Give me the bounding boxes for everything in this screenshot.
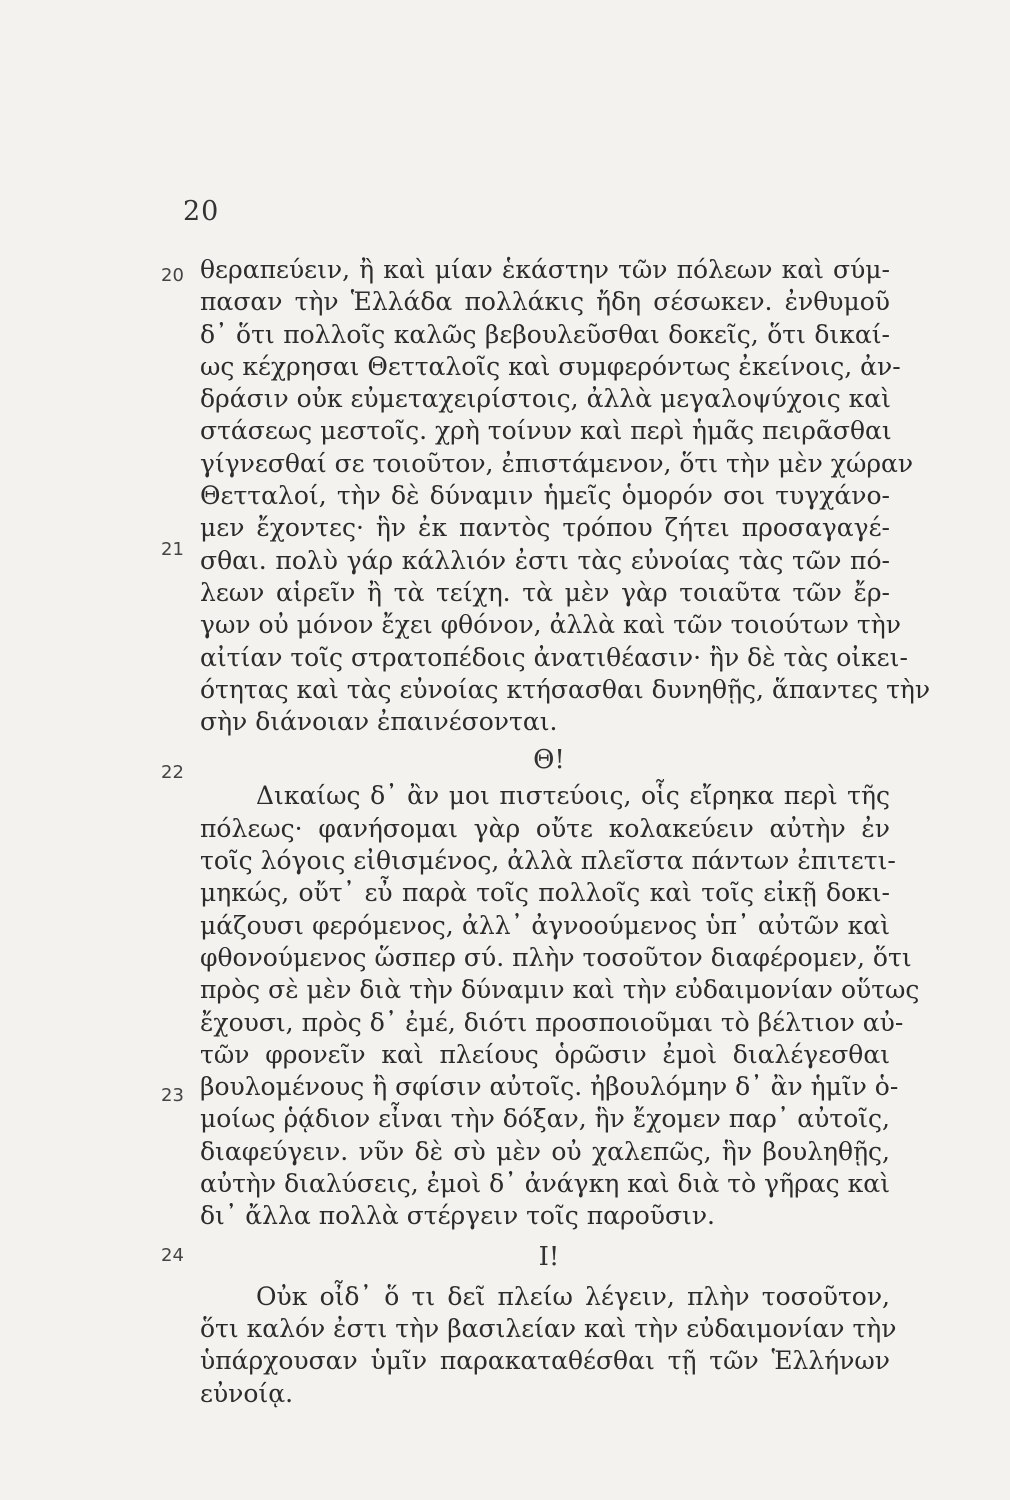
text-line: διαφεύγειν. νῦν δὲ σὺ μὲν οὐ χαλεπῶς, ἣν βουληθῇς,	[200, 1136, 890, 1166]
margin-number-21: 21	[161, 539, 184, 560]
section-heading-theta: Θ!	[533, 745, 565, 776]
text-line: ὅτι καλόν ἐστι τὴν βασιλείαν καὶ τὴν εὐδαιμονίαν τὴν	[200, 1313, 897, 1343]
text-line: ως κέχρησαι Θετταλοῖς καὶ συμφερόντως ἐκείνοις, ἀν-	[200, 351, 901, 381]
text-line: τῶν φρονεῖν καὶ πλείους ὁρῶσιν ἐμοὶ διαλέγεσθαι	[200, 1039, 890, 1069]
text-line: μεν ἔχοντες· ἣν ἐκ παντὸς τρόπου ζήτει προσαγαγέ-	[200, 513, 890, 543]
text-line: πασαν τὴν Ἑλλάδα πολλάκις ἤδη σέσωκεν. ἐνθυμοῦ	[200, 287, 890, 317]
text-line: πρὸς σὲ μὲν διὰ τὴν δύναμιν καὶ τὴν εὐδαιμονίαν οὕτως	[200, 975, 920, 1005]
text-line: φθονούμενος ὥσπερ σύ. πλὴν τοσοῦτον διαφέρομεν, ὅτι	[200, 942, 912, 972]
page-number: 20	[183, 196, 220, 227]
text-line: γων οὐ μόνον ἔχει φθόνον, ἀλλὰ καὶ τῶν τοιούτων τὴν	[200, 610, 901, 640]
text-line: αἰτίαν τοῖς στρατοπέδοις ἀνατιθέασιν· ἢν δὲ τὰς οἰκει-	[200, 642, 908, 672]
text-line: Θετταλοί, τὴν δὲ δύναμιν ἡμεῖς ὁμορόν σοι τυγχάνο-	[200, 481, 890, 511]
text-line: πόλεως· φανήσομαι γὰρ οὔτε κολακεύειν αὐτὴν ἐν	[200, 813, 890, 843]
text-line: λεων αἱρεῖν ἢ τὰ τείχη. τὰ μὲν γὰρ τοιαῦτα τῶν ἔρ-	[200, 577, 890, 607]
text-line: δ᾽ ὅτι πολλοῖς καλῶς βεβουλεῦσθαι δοκεῖς, ὅτι δικαί-	[200, 319, 890, 349]
text-line: σθαι. πολὺ γάρ κάλλιόν ἐστι τὰς εὐνοίας τὰς τῶν πό-	[200, 545, 890, 575]
section-heading-iota: Ι!	[538, 1241, 560, 1272]
text-line: Οὐκ οἶδ᾽ ὅ τι δεῖ πλείω λέγειν, πλὴν τοσοῦτον,	[256, 1281, 890, 1311]
text-line: ὑπάρχουσαν ὑμῖν παρακαταθέσθαι τῇ τῶν Ἑλλήνων	[200, 1346, 890, 1376]
text-line: εὐνοίᾳ.	[200, 1378, 294, 1408]
text-line: τοῖς λόγοις εἰθισμένος, ἀλλὰ πλεῖστα πάντων ἐπιτετι-	[200, 846, 896, 876]
text-line: στάσεως μεστοῖς. χρὴ τοίνυν καὶ περὶ ἡμᾶς πειρᾶσθαι	[200, 416, 892, 446]
text-line: γίγνεσθαί σε τοιοῦτον, ἐπιστάμενον, ὅτι τὴν μὲν χώραν	[200, 448, 914, 478]
text-line: σὴν διάνοιαν ἐπαινέσονται.	[200, 707, 558, 737]
text-line: αὐτὴν διαλύσεις, ἐμοὶ δ᾽ ἀνάγκη καὶ διὰ τὸ γῆρας καὶ	[200, 1169, 890, 1199]
text-line: μάζουσι φερόμενος, ἀλλ᾽ ἀγνοούμενος ὑπ᾽ αὐτῶν καὶ	[200, 910, 890, 940]
greek-text	[200, 254, 931, 1410]
margin-number-23: 23	[161, 1085, 184, 1106]
text-line: μοίως ῥᾴδιον εἶναι τὴν δόξαν, ἣν ἔχομεν παρ᾽ αὐτοῖς,	[200, 1104, 890, 1134]
text-line: ἔχουσι, πρὸς δ᾽ ἐμέ, διότι προσποιοῦμαι τὸ βέλτιον αὐ-	[200, 1007, 904, 1037]
text-line: Δικαίως δ᾽ ἂν μοι πιστεύοις, οἷς εἴρηκα περὶ τῆς	[256, 781, 890, 811]
text-line: βουλομένους ἢ σφίσιν αὐτοῖς. ἠβουλόμην δ᾽ ἂν ἡμῖν ὁ-	[200, 1072, 899, 1102]
text-line: μηκώς, οὔτ᾽ εὖ παρὰ τοῖς πολλοῖς καὶ τοῖς εἰκῇ δοκι-	[200, 878, 890, 908]
margin-number-20: 20	[161, 265, 184, 286]
text-line: δι᾽ ἄλλα πολλὰ στέργειν τοῖς παροῦσιν.	[200, 1201, 715, 1231]
text-line: δράσιν οὐκ εὐμεταχειρίστοις, ἀλλὰ μεγαλοψύχοις καὶ	[200, 384, 891, 414]
text-line: θεραπεύειν, ἢ καὶ μίαν ἑκάστην τῶν πόλεων καὶ σύμ-	[200, 255, 890, 284]
margin-number-22: 22	[161, 762, 184, 783]
margin-number-24: 24	[161, 1245, 184, 1266]
text-line: ότητας καὶ τὰς εὐνοίας κτήσασθαι δυνηθῇς, ἅπαντες τὴν	[200, 674, 931, 704]
